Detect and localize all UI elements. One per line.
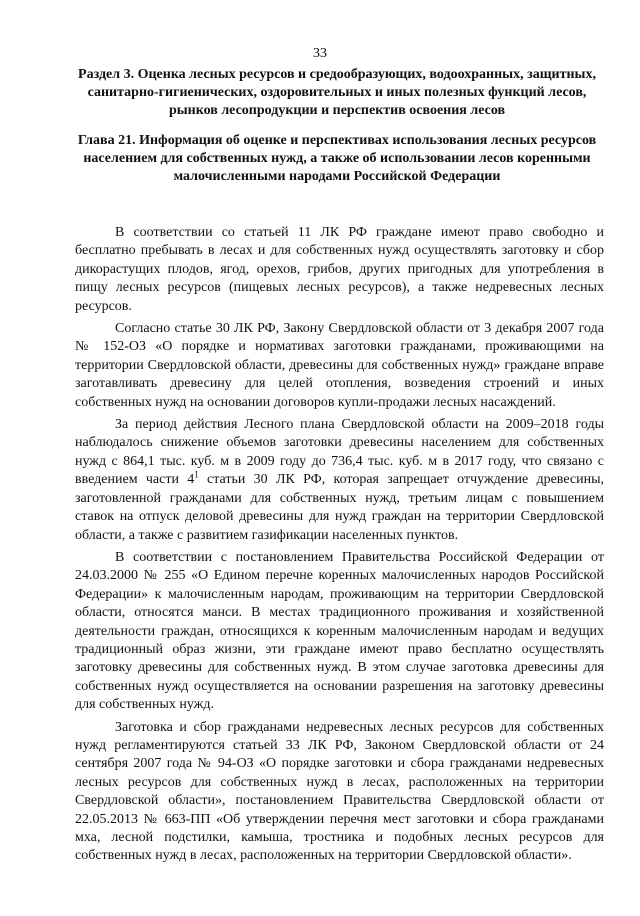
body-text — [75, 224, 604, 870]
section-heading: Раздел 3. Оценка лесных ресурсов и средообразующих, водоохранных, защитных, санитарно-гигиенических, оздоровительных и иных полезных функций лесов, рынков лесопродукции и перспектив освоения лесов — [78, 67, 596, 118]
paragraph-non-wood-resources: Заготовка и сбор гражданами недревесных лесных ресурсов для собственных нужд регламентируются статьей 33 ЛК РФ, Законом Свердловской области от 24 сентября 2007 года № 94-ОЗ «О порядке заготовки и сбора гражданами недревесных лесных ресурсов для собственных нужд в лесах, расположенных на территории Свердловской области», постановлением Правительства Свердловской области от 22.05.2013 № 663-ПП «Об утверждении перечня мест заготовки и сбора гражданами мха, лесной подстилки, камыша, тростника и подобных лесных ресурсов для собственных нужд в лесах, расположенных на территории Свердловской области». — [75, 719, 604, 864]
page-number: 33 — [313, 46, 327, 61]
paragraph-harvest-volumes — [75, 416, 604, 545]
paragraph-harvest-volumes-after: статьи 30 ЛК РФ, которая запрещает отчуждение древесины, заготовленной гражданами для собственных нужд, третьим лицам с повышением ставок на отпуск деловой древесины для нужд граждан на территории Свердловской области, а также с развитием газификации населенных пунктов. — [75, 472, 604, 543]
paragraph-rights: В соответствии со статьей 11 ЛК РФ граждане имеют право свободно и бесплатно пребывать в лесах и для собственных нужд осуществлять заготовку и сбор дикорастущих плодов, ягод, орехов, грибов, других пригодных для употребления в пищу лесных ресурсов (пищевых лесных ресурсов), а также недревесных лесных ресурсов. — [75, 225, 604, 314]
chapter-heading: Глава 21. Информация об оценке и перспективах использования лесных ресурсов населением для собственных нужд, а также об использовании лесов коренными малочисленными народами Российской Федерации — [77, 133, 597, 184]
article-part-superscript: 1 — [194, 469, 199, 480]
paragraph-wood-harvesting-law: Согласно статье 30 ЛК РФ, Закону Свердловской области от 3 декабря 2007 года № 152-ОЗ «О порядке и нормативах заготовки гражданами, проживающими на территории Свердловской области, древесины для собственных нужд» граждане вправе заготавливать древесину для целей отопления, возведения строений и иных собственных нужд на основании договоров купли-продажи лесных насаждений. — [75, 321, 604, 410]
paragraph-harvest-volumes-before: За период действия Лесного плана Свердловской области на 2009–2018 годы наблюдалось снижение объемов заготовки древесины населением для собственных нужд с 864,1 тыс. куб. м в 2009 году до 736,4 тыс. куб. м в 2017 году, что связано с введением части 4 — [75, 417, 604, 488]
paragraph-indigenous-peoples: В соответствии с постановлением Правительства Российской Федерации от 24.03.2000 № 255 «О Едином перечне коренных малочисленных народов Российской Федерации» к малочисленным народам, проживающим на территории Свердловской области, относятся манси. В местах традиционного проживания и хозяйственной деятельности граждан, относящихся к коренным малочисленным народам и ведущих традиционный образ жизни, эти граждане имеют право бесплатно осуществлять заготовку древесины для собственных нужд. В этом случае заготовка древесины для собственных нужд осуществляется на основании разрешения на заготовку древесины для собственных нужд. — [75, 549, 604, 713]
